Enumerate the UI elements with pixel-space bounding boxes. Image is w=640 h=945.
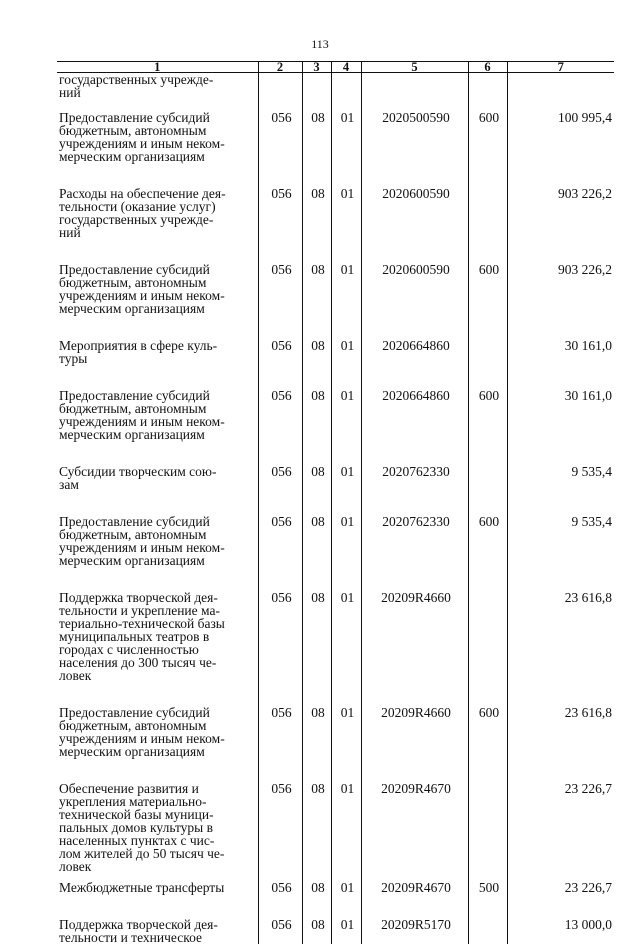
row-target-code: 2020500590 xyxy=(361,111,468,187)
row-expense-type xyxy=(468,918,507,944)
row-description: Предоставление субсидий бюджетным, автономным учреждениям и иным неком- мерческим организациям xyxy=(59,514,225,568)
row-code-ministry: 056 xyxy=(258,918,302,944)
row-description: Поддержка творческой дея- тельности и техническое xyxy=(59,917,218,945)
row-description: Поддержка творческой дея- тельности и укрепление ма- териально-технической базы муниципальных театров в городах с численностью населения до 300 тысяч че- ловек xyxy=(59,590,225,683)
table-row xyxy=(57,187,614,263)
row-code-ministry: 056 xyxy=(258,111,302,187)
row-amount: 9 535,4 xyxy=(507,515,614,591)
table-row xyxy=(57,389,614,465)
row-code-subsection: 01 xyxy=(331,263,361,339)
row-target-code: 2020762330 xyxy=(361,515,468,591)
row-code-subsection: 01 xyxy=(331,187,361,263)
row-code-section: 08 xyxy=(302,389,331,465)
row-code-subsection: 01 xyxy=(331,881,361,918)
header-col-7: 7 xyxy=(507,62,614,73)
row-target-code: 20209R4670 xyxy=(361,881,468,918)
table-row xyxy=(57,706,614,782)
row-description: Мероприятия в сфере куль- туры xyxy=(59,338,218,366)
row-code-subsection: 01 xyxy=(331,339,361,389)
row-description: Предоставление субсидий бюджетным, автономным учреждениям и иным неком- мерческим организациям xyxy=(59,110,225,164)
row-code-subsection: 01 xyxy=(331,706,361,782)
header-row xyxy=(57,62,614,73)
row-target-code: 2020600590 xyxy=(361,263,468,339)
row-code-section: 08 xyxy=(302,918,331,944)
row-expense-type xyxy=(468,465,507,515)
row-code-section: 08 xyxy=(302,339,331,389)
row-code-subsection: 01 xyxy=(331,465,361,515)
row-code-ministry: 056 xyxy=(258,389,302,465)
header-col-5: 5 xyxy=(361,62,468,73)
row-code-section: 08 xyxy=(302,465,331,515)
row-expense-type xyxy=(468,187,507,263)
row-amount: 23 616,8 xyxy=(507,591,614,706)
row-code-ministry: 056 xyxy=(258,881,302,918)
row-code-ministry: 056 xyxy=(258,782,302,881)
row-amount: 30 161,0 xyxy=(507,389,614,465)
row-code-ministry: 056 xyxy=(258,339,302,389)
header-col-3: 3 xyxy=(302,62,331,73)
row-expense-type xyxy=(468,339,507,389)
table-row xyxy=(57,515,614,591)
header-col-2: 2 xyxy=(258,62,302,73)
continuation-line-1: государственных учрежде- xyxy=(59,72,214,87)
row-amount: 30 161,0 xyxy=(507,339,614,389)
row-code-section: 08 xyxy=(302,706,331,782)
row-description: Предоставление субсидий бюджетным, автономным учреждениям и иным неком- мерческим организациям xyxy=(59,705,225,759)
row-code-section: 08 xyxy=(302,111,331,187)
row-code-ministry: 056 xyxy=(258,263,302,339)
table-row xyxy=(57,782,614,881)
row-target-code: 20209R4660 xyxy=(361,591,468,706)
table-row xyxy=(57,591,614,706)
continuation-line-2: ний xyxy=(59,85,81,100)
header-col-4: 4 xyxy=(331,62,361,73)
row-target-code: 2020600590 xyxy=(361,187,468,263)
row-expense-type: 500 xyxy=(468,881,507,918)
row-code-section: 08 xyxy=(302,187,331,263)
row-target-code: 20209R4660 xyxy=(361,706,468,782)
table-row xyxy=(57,263,614,339)
row-code-subsection: 01 xyxy=(331,591,361,706)
table-body xyxy=(57,73,614,945)
row-expense-type: 600 xyxy=(468,111,507,187)
row-amount: 903 226,2 xyxy=(507,187,614,263)
row-target-code: 20209R4670 xyxy=(361,782,468,881)
row-amount: 23 226,7 xyxy=(507,881,614,918)
row-amount: 23 226,7 xyxy=(507,782,614,881)
row-code-subsection: 01 xyxy=(331,515,361,591)
row-code-ministry: 056 xyxy=(258,591,302,706)
row-code-section: 08 xyxy=(302,263,331,339)
table-row xyxy=(57,881,614,918)
continuation-row xyxy=(57,73,614,112)
row-amount: 9 535,4 xyxy=(507,465,614,515)
row-expense-type xyxy=(468,782,507,881)
table-row xyxy=(57,339,614,389)
table-row xyxy=(57,918,614,944)
row-description: Межбюджетные трансферты xyxy=(59,880,225,895)
row-description: Предоставление субсидий бюджетным, автономным учреждениям и иным неком- мерческим организациям xyxy=(59,262,225,316)
table-row xyxy=(57,111,614,187)
row-code-section: 08 xyxy=(302,591,331,706)
row-expense-type: 600 xyxy=(468,515,507,591)
budget-table xyxy=(57,61,614,944)
row-target-code: 2020762330 xyxy=(361,465,468,515)
row-code-subsection: 01 xyxy=(331,389,361,465)
row-amount: 13 000,0 xyxy=(507,918,614,944)
row-code-subsection: 01 xyxy=(331,782,361,881)
row-code-subsection: 01 xyxy=(331,111,361,187)
row-expense-type: 600 xyxy=(468,263,507,339)
page-number: 113 xyxy=(311,37,329,51)
row-code-subsection: 01 xyxy=(331,918,361,944)
row-amount: 100 995,4 xyxy=(507,111,614,187)
row-description: Субсидии творческим сою- зам xyxy=(59,464,217,492)
row-code-ministry: 056 xyxy=(258,465,302,515)
continuation-text xyxy=(57,73,258,112)
row-code-section: 08 xyxy=(302,782,331,881)
row-amount: 23 616,8 xyxy=(507,706,614,782)
row-code-ministry: 056 xyxy=(258,706,302,782)
row-amount: 903 226,2 xyxy=(507,263,614,339)
row-code-ministry: 056 xyxy=(258,515,302,591)
row-description: Предоставление субсидий бюджетным, автономным учреждениям и иным неком- мерческим организациям xyxy=(59,388,225,442)
header-col-1: 1 xyxy=(57,62,258,73)
row-description: Расходы на обеспечение дея- тельности (оказание услуг) государственных учрежде- ний xyxy=(59,186,226,240)
row-target-code: 2020664860 xyxy=(361,389,468,465)
row-expense-type: 600 xyxy=(468,706,507,782)
row-expense-type xyxy=(468,591,507,706)
row-target-code: 2020664860 xyxy=(361,339,468,389)
row-code-section: 08 xyxy=(302,515,331,591)
row-code-ministry: 056 xyxy=(258,187,302,263)
row-target-code: 20209R5170 xyxy=(361,918,468,944)
header-col-6: 6 xyxy=(468,62,507,73)
table-row xyxy=(57,465,614,515)
row-code-section: 08 xyxy=(302,881,331,918)
row-description: Обеспечение развития и укрепления материально- технической базы муници- пальных домов культуры в населенных пунктах с чис- лом жителей до 50 тысяч че- ловек xyxy=(59,781,225,874)
row-expense-type: 600 xyxy=(468,389,507,465)
